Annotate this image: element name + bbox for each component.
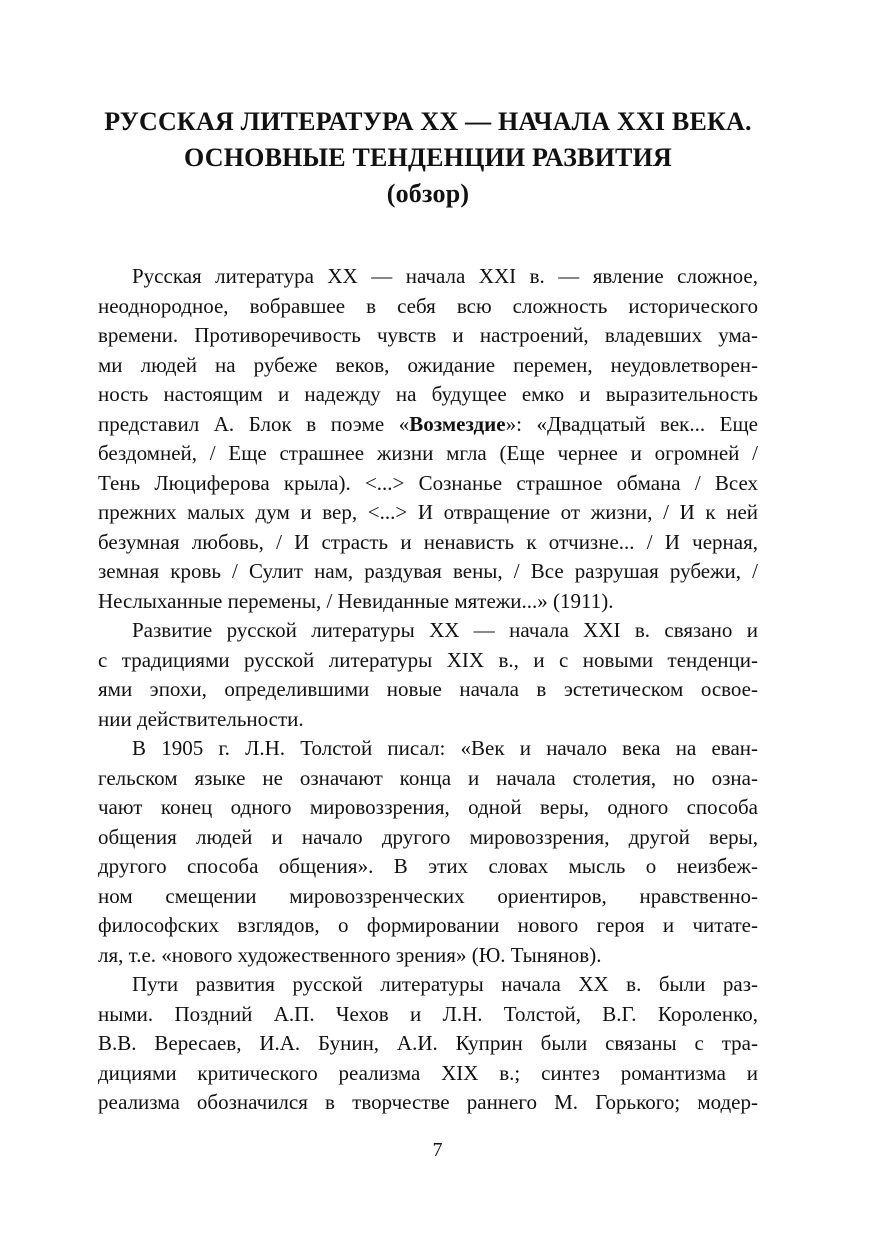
text-line-with-title	[98, 410, 758, 440]
text-line: безумная любовь, / И страсть и ненависть к отчизне... / И черная,	[98, 529, 758, 554]
paragraph-2	[98, 616, 758, 734]
text-line: времени. Противоречивость чувств и настроений, владевших ума-	[98, 323, 758, 347]
text-line: Неслыханные перемены, / Невиданные мятежи...» (1911).	[98, 588, 614, 613]
text-line: общения людей и начало другого мировоззрения, другой веры,	[98, 824, 758, 849]
text-line: ми людей на рубеже веков, ожидание перемен, неудовлетворен-	[98, 352, 758, 377]
chapter-title-line-3: (обзор)	[386, 179, 470, 208]
chapter-title	[96, 104, 760, 212]
text-line: нии действительности.	[98, 706, 304, 731]
text-line: философских взглядов, о формировании нового героя и читате-	[98, 913, 758, 937]
text-line: ями эпохи, определившими новые начала в эстетическом освое-	[98, 677, 758, 701]
paragraph-1	[98, 262, 758, 616]
text-fragment: »: «Двадцатый век... Еще	[505, 411, 758, 436]
chapter-title-line-2: ОСНОВНЫЕ ТЕНДЕНЦИИ РАЗВИТИЯ	[184, 143, 672, 172]
text-line: Развитие русской литературы XX — начала XXI в. связано и	[132, 618, 758, 642]
body-text	[98, 262, 758, 1118]
paragraph-4	[98, 970, 758, 1118]
text-line: дициями критического реализма XIX в.; синтез романтизма и	[98, 1060, 758, 1085]
paragraph-3	[98, 734, 758, 970]
text-line: Тень Люциферова крыла). <...> Сознанье страшное обмана / Всех	[98, 470, 758, 495]
text-line: бездомней, / Еще страшнее жизни мгла (Еще чернее и огромней /	[98, 441, 758, 465]
text-line: чают конец одного мировоззрения, одной веры, одного способа	[98, 795, 758, 819]
text-line: Пути развития русской литературы начала XX в. были раз-	[132, 972, 758, 996]
text-line: ном смещении мировоззренческих ориентиров, нравственно-	[98, 883, 758, 908]
text-line: земная кровь / Сулит нам, раздувая вены, / Все разрушая рубежи, /	[98, 559, 758, 583]
poem-title: Возмездие	[409, 411, 506, 436]
text-line: ля, т.е. «нового художественного зрения» (Ю. Тынянов).	[98, 942, 602, 967]
text-line: ными. Поздний А.П. Чехов и Л.Н. Толстой, В.Г. Короленко,	[98, 1001, 758, 1026]
text-line: прежних малых дум и вер, <...> И отвращение от жизни, / И к ней	[98, 500, 758, 524]
page-number: 7	[432, 1139, 443, 1161]
text-line: реализма обозначился в творчестве раннего М. Горького; модер-	[98, 1090, 758, 1114]
text-fragment: представил А. Блок в поэме «	[98, 411, 410, 436]
text-line: Русская литература XX — начала XXI в. — явление сложное,	[132, 264, 758, 288]
text-line: гельском языке не означают конца и начала столетия, но озна-	[98, 765, 758, 790]
text-line: другого способа общения». В этих словах мысль о неизбеж-	[98, 854, 758, 878]
text-line: неоднородное, вобравшее в себя всю сложность исторического	[98, 293, 758, 318]
text-line: с традициями русской литературы XIX в., и с новыми тенденци-	[98, 647, 758, 672]
chapter-title-line-1: РУССКАЯ ЛИТЕРАТУРА XX — НАЧАЛА XXI ВЕКА.	[104, 107, 752, 136]
text-line: В 1905 г. Л.Н. Толстой писал: «Век и начало века на еван-	[132, 736, 758, 760]
text-line: В.В. Вересаев, И.А. Бунин, А.И. Куприн были связаны с тра-	[98, 1031, 758, 1055]
text-line: ность настоящим и надежду на будущее емко и выразительность	[98, 382, 758, 406]
